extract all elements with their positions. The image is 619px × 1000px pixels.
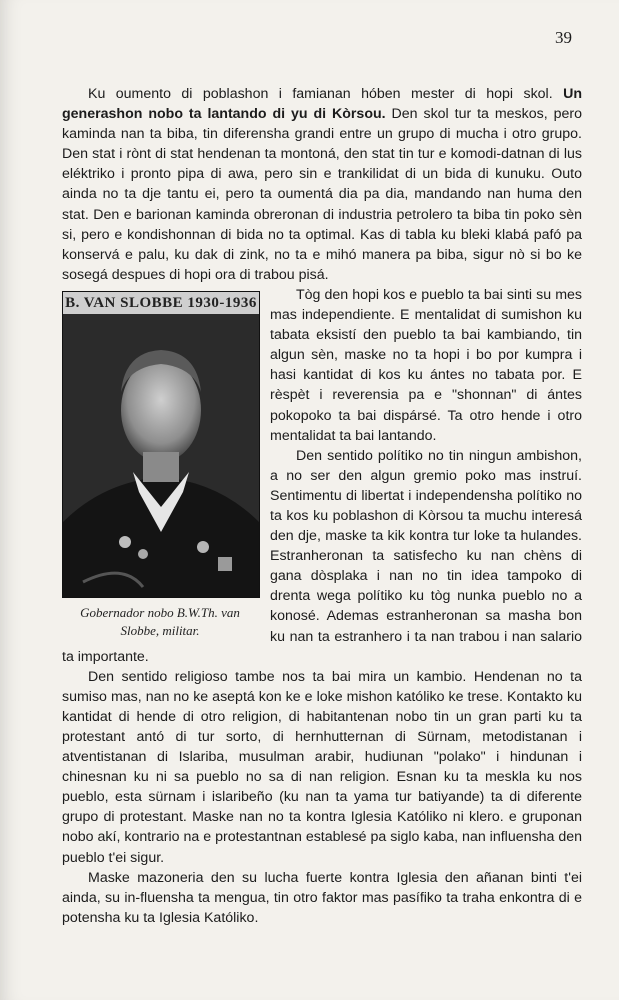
body-text [62,84,582,928]
paragraph-1 [62,84,582,285]
photo-label: B. VAN SLOBBE 1930-1936 [63,292,259,314]
portrait-icon [63,292,259,597]
paragraph-5: Maske mazoneria den su lucha fuerte kontra Iglesia den añanan binti t'ei ainda, su in-fluensha ta mengua, tin otro faktor mas pasífiko ta traha enkontra di e potensha ku ta Iglesia Katóliko. [62,869,582,926]
paragraph-1-start: Ku oumento di poblashon i famianan hóben mester di hopi skol. [88,86,553,102]
paragraph-1-rest: Den skol tur ta meskos, pero kaminda nan ta biba, tin diferensha grandi entre un grupo di mucha i otro grupo. Den stat i rònt di stat hendenan ta montoná, den stat tin tur e komodi-datnan di lus eléktriko i pronto pipa di awa, pero sin e trankilidat di un bida di kunuku. Outo ainda no ta dje tantu ei, pero ta oumentá dia pa dia, mandando nan huma den stat. Den e barionan kaminda obreronan di industria petrolero ta biba tin poko sèn si, pero e kondishonnan di bida no ta optimal. Kas di tabla ku bleki klabá pafó pa konservá e palu, ku dak di zink, no ta e mihó manera pa biba, sigur nò si bo ke sosegá despues di hopi ora di trabou pisá. [62,106,582,283]
portrait-figure [62,291,258,640]
portrait-photo [62,291,260,598]
paragraph-1-bold: Un generashon nobo ta lantando di yu di Kòrsou. [62,86,582,123]
page-number: 39 [555,28,572,47]
paragraph-3: Den sentido polítiko no tin ningun ambishon, a no ser den algun gremio poko mas instruí. Sentimentu di libertat i independensha polítiko no ta kos ku poblashon di Kòrsou ta muchu interesá den dje, maske ta kik kontra tur loke ta hulandes. Estranheronan ta satisfecho ku nan chèns di gana dòsplaka i nan no tin idea tampoko di drenta wega polítiko ku tòg nunka pueblo no a konosé. Ademas estranheronan sa masha bon ku nan ta estranhero i ta nan trabou i nan salario ta importante. [62,447,582,665]
figure-caption: Gobernador nobo B.W.Th. van Slobbe, militar. [80,604,240,638]
paragraph-4: Den sentido religioso tambe nos ta bai mira un kambio. Hendenan no ta sumiso mas, nan no ke aseptá kon ke e loke mishon katóliko ke trese. Kontakto ku kantidat di hende di otro religion, di habitantenan nobo tin un gran parti ku ta protestant antó di tur sorto, di hernhutternan di Sürnam, metodistanan i atventistanan di Islariba, musulman arabir, hudiunan "polako" i hindunan i chinesnan ku ni sa pueblo no sa di nan religion. Esnan ku ta meskla ku nos pueblo, esta sürnam i islaribeño (ku nan ta yama tur batiyande) ta di diferente grupo di protestant. Maske nan no ta kontra Iglesia Katóliko ni klero. e gruponan nobo akí, kontrario na e protestantnan establesé pa siglo kaba, nan influensha den pueblo t'ei sigur. [62,668,582,866]
paragraph-2: Tòg den hopi kos e pueblo ta bai sinti su mes mas independiente. E mentalidat di sumishon ku tabata eksistí den pueblo ta bai kambiando, tin algun sèn, maske no ta hopi i bo por kumpra i hasi kantidat di kos ku ántes no tabata por. E rèspèt i reverensia pa e "shonnan" di ántes pokopoko ta bai dispársé. Ta otro hende i otro mentalidat ta bai lantando. [270,286,582,444]
